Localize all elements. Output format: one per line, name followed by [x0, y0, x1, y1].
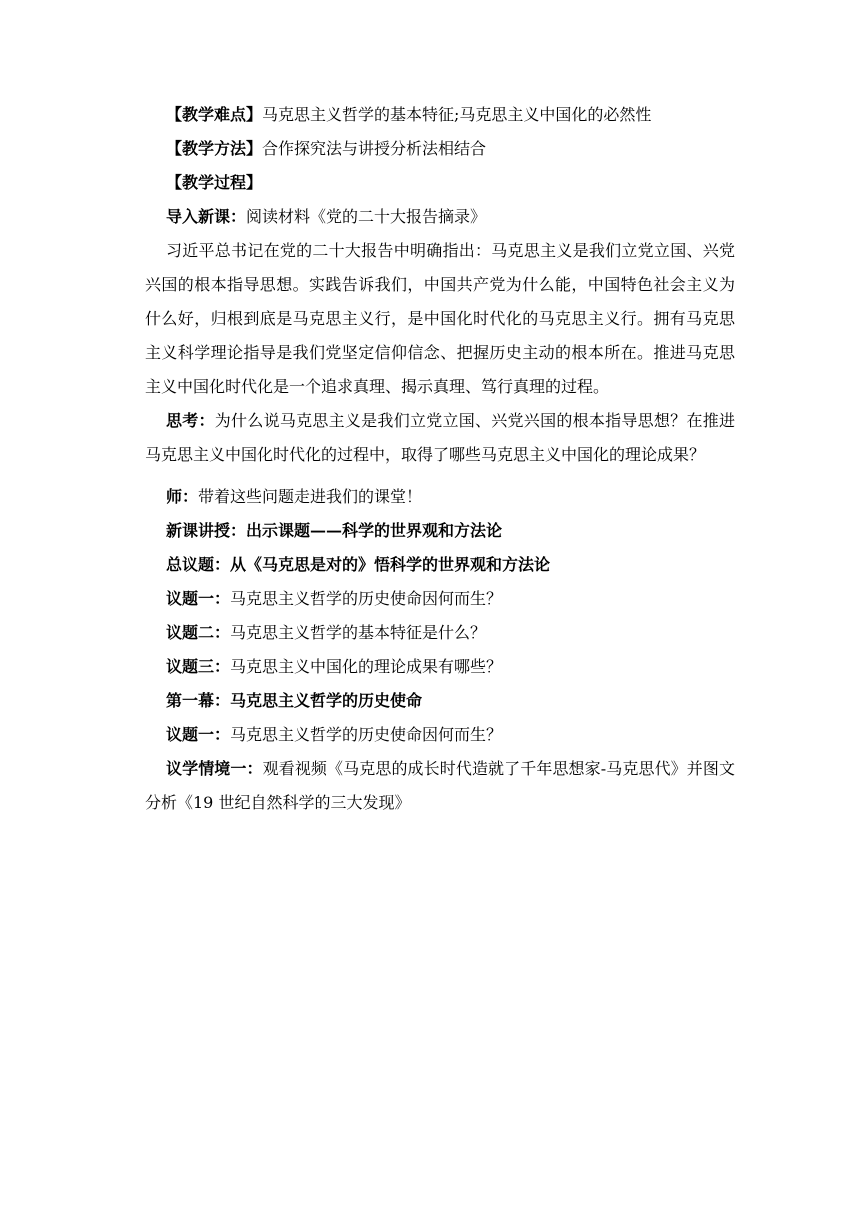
- topic-one-text: 马克思主义哲学的历史使命因何而生？: [230, 589, 503, 608]
- intro-line: [145, 200, 735, 234]
- teaching-difficulty-label: 【教学难点】: [166, 105, 263, 124]
- teaching-difficulty-text: 马克思主义哲学的基本特征;马克思主义中国化的必然性: [262, 105, 652, 124]
- new-lesson-heading: 新课讲授：出示课题——科学的世界观和方法论: [166, 521, 503, 540]
- xi-quote-paragraph: 习近平总书记在党的二十大报告中明确指出：马克思主义是我们立党立国、兴党兴国的根本指导思想。实践告诉我们，中国共产党为什么能，中国特色社会主义为什么好，归根到底是马克思主义行，是中国化时代化的马克思主义行。拥有马克思主义科学理论指导是我们党坚定信仰信念、把握历史主动的根本所在。推进马克思主义中国化时代化是一个追求真理、揭示真理、笃行真理的过程。: [145, 241, 735, 396]
- general-topic-heading: 总议题：从《马克思是对的》悟科学的世界观和方法论: [166, 555, 551, 574]
- teaching-method-label: 【教学方法】: [166, 139, 263, 158]
- scenario-text: 观看视频《马克思的成长时代造就了千年思想家-马克思代》并图文分析《19 世纪自然科学的三大发现》: [145, 759, 735, 812]
- teacher-label: 师：: [166, 487, 199, 506]
- intro-label: 导入新课：: [166, 207, 247, 226]
- teaching-process-line: [145, 166, 735, 200]
- topic-three-label: 议题三：: [166, 657, 231, 676]
- act-one-heading: 第一幕：马克思主义哲学的历史使命: [166, 691, 423, 710]
- topic-one-repeat-line: [145, 718, 735, 752]
- teaching-difficulty-line: [145, 98, 735, 132]
- topic-one-line: [145, 582, 735, 616]
- topic-two-text: 马克思主义哲学的基本特征是什么？: [230, 623, 487, 642]
- teaching-method-line: [145, 132, 735, 166]
- scenario-paragraph: [145, 752, 735, 820]
- teaching-method-text: 合作探究法与讲授分析法相结合: [262, 139, 487, 158]
- think-label: 思考：: [166, 411, 215, 430]
- topic-one-label: 议题一：: [166, 589, 231, 608]
- topic-three-line: [145, 650, 735, 684]
- think-paragraph: [145, 404, 735, 472]
- think-text: 为什么说马克思主义是我们立党立国、兴党兴国的根本指导思想？在推进马克思主义中国化时代化的过程中，取得了哪些马克思主义中国化的理论成果？: [145, 411, 735, 464]
- teacher-text: 带着这些问题走进我们的课堂！: [198, 487, 423, 506]
- scenario-label: 议学情境一：: [166, 759, 263, 778]
- topic-two-line: [145, 616, 735, 650]
- topic-one-repeat-label: 议题一：: [166, 725, 231, 744]
- teacher-line: [145, 480, 735, 514]
- document-page: [145, 98, 735, 820]
- topic-two-label: 议题二：: [166, 623, 231, 642]
- topic-one-repeat-text: 马克思主义哲学的历史使命因何而生？: [230, 725, 503, 744]
- intro-text: 阅读材料《党的二十大报告摘录》: [246, 207, 487, 226]
- teaching-process-label: 【教学过程】: [166, 173, 263, 192]
- topic-three-text: 马克思主义中国化的理论成果有哪些？: [230, 657, 503, 676]
